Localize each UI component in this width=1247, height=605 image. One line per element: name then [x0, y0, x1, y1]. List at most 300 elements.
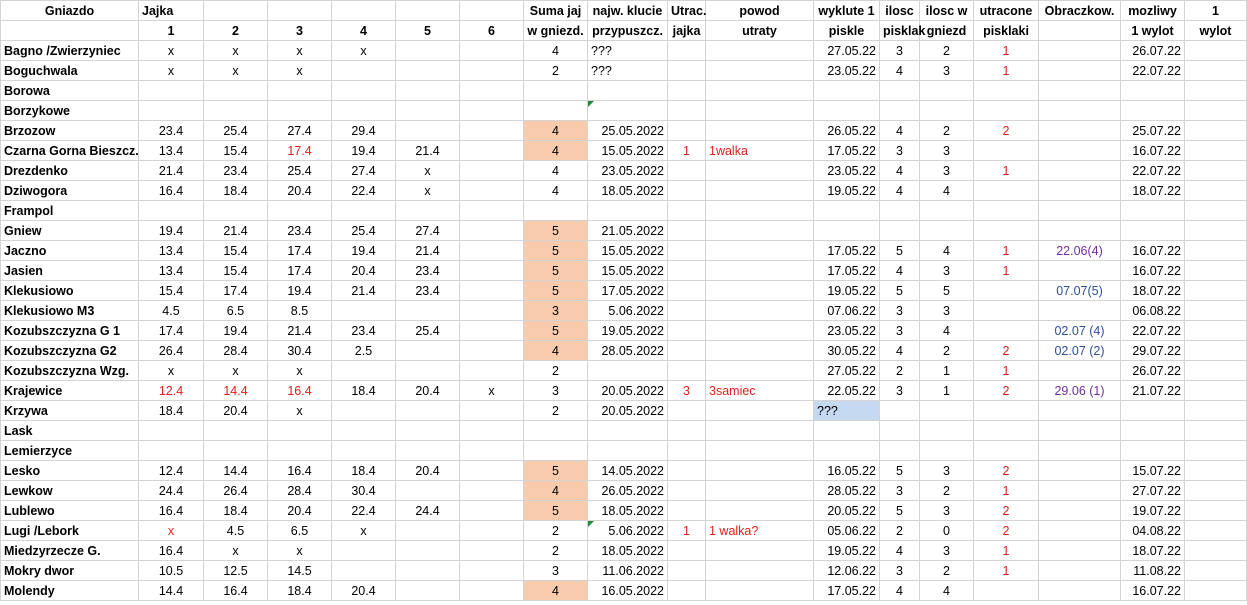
cell-ilosc-gniazd[interactable]: 3	[920, 161, 974, 181]
cell-utrac-jajka[interactable]	[668, 401, 706, 421]
cell-jajka-1[interactable]: 10.5	[139, 561, 204, 581]
cell-jajka-6[interactable]	[460, 541, 524, 561]
cell-ilosc-gniazd[interactable]: 5	[920, 281, 974, 301]
cell-powod-utraty[interactable]: 3samiec	[706, 381, 814, 401]
cell-jajka-5[interactable]	[396, 301, 460, 321]
cell-jajka-6[interactable]	[460, 221, 524, 241]
cell-mozliwy-wylot[interactable]: 16.07.22	[1121, 261, 1185, 281]
cell-jajka-5[interactable]: 21.4	[396, 241, 460, 261]
cell-utracone-pisklaki[interactable]: 2	[974, 521, 1039, 541]
cell-powod-utraty[interactable]	[706, 101, 814, 121]
cell-jajka-3[interactable]: 20.4	[268, 501, 332, 521]
cell-obraczkowanie[interactable]	[1039, 301, 1121, 321]
cell-ilosc-pisklak[interactable]	[880, 81, 920, 101]
column-header-jajka-4[interactable]	[332, 1, 396, 21]
cell-jajka-5[interactable]: 23.4	[396, 261, 460, 281]
cell-utracone-pisklaki[interactable]	[974, 321, 1039, 341]
column-header-jajka-3[interactable]: 3	[268, 21, 332, 41]
cell-obraczkowanie[interactable]	[1039, 541, 1121, 561]
cell-obraczkowanie[interactable]	[1039, 141, 1121, 161]
cell-jajka-3[interactable]: 19.4	[268, 281, 332, 301]
cell-suma-jaj[interactable]: 2	[524, 541, 588, 561]
cell-mozliwy-wylot[interactable]	[1121, 81, 1185, 101]
cell-ilosc-gniazd[interactable]: 3	[920, 261, 974, 281]
cell-jajka-1[interactable]: 13.4	[139, 141, 204, 161]
cell-wyklute[interactable]	[814, 201, 880, 221]
cell-ilosc-pisklak[interactable]: 4	[880, 121, 920, 141]
cell-ilosc-pisklak[interactable]: 5	[880, 241, 920, 261]
cell-utrac-jajka[interactable]	[668, 441, 706, 461]
column-header-jajka-4[interactable]: 4	[332, 21, 396, 41]
cell-jajka-5[interactable]	[396, 521, 460, 541]
cell-wyklute[interactable]: ???	[814, 401, 880, 421]
cell-jajka-2[interactable]: 6.5	[204, 301, 268, 321]
cell-powod-utraty[interactable]: 1walka	[706, 141, 814, 161]
nest-name-cell[interactable]: Molendy	[1, 581, 139, 601]
nest-name-cell[interactable]: Krzywa	[1, 401, 139, 421]
cell-wyklute[interactable]: 23.05.22	[814, 321, 880, 341]
cell-ilosc-gniazd[interactable]: 4	[920, 581, 974, 601]
cell-utrac-jajka[interactable]	[668, 581, 706, 601]
column-header-jajka-2[interactable]	[204, 1, 268, 21]
cell-suma-jaj[interactable]	[524, 441, 588, 461]
cell-utracone-pisklaki[interactable]	[974, 441, 1039, 461]
cell-ilosc-gniazd[interactable]	[920, 81, 974, 101]
cell-jajka-6[interactable]	[460, 441, 524, 461]
cell-klucie[interactable]: 15.05.2022	[588, 241, 668, 261]
column-header-ilosc-gniazd[interactable]: gniezd	[920, 21, 974, 41]
cell-utrac-jajka[interactable]	[668, 241, 706, 261]
cell-powod-utraty[interactable]	[706, 501, 814, 521]
cell-ilosc-pisklak[interactable]: 4	[880, 161, 920, 181]
cell-jajka-1[interactable]: x	[139, 361, 204, 381]
cell-jajka-2[interactable]: 4.5	[204, 521, 268, 541]
cell-mozliwy-wylot[interactable]: 22.07.22	[1121, 61, 1185, 81]
cell-suma-jaj[interactable]: 5	[524, 261, 588, 281]
cell-utrac-jajka[interactable]	[668, 221, 706, 241]
cell-ilosc-gniazd[interactable]	[920, 421, 974, 441]
column-header-klucie[interactable]: najw. klucie	[588, 1, 668, 21]
cell-ilosc-pisklak[interactable]	[880, 201, 920, 221]
cell-utracone-pisklaki[interactable]: 1	[974, 561, 1039, 581]
cell-powod-utraty[interactable]	[706, 261, 814, 281]
cell-klucie[interactable]	[588, 361, 668, 381]
column-header-klucie[interactable]: przypuszcz.	[588, 21, 668, 41]
cell-ilosc-gniazd[interactable]: 3	[920, 141, 974, 161]
nest-name-cell[interactable]: Borzykowe	[1, 101, 139, 121]
nest-name-cell[interactable]: Kozubszczyzna Wzg.	[1, 361, 139, 381]
cell-ilosc-pisklak[interactable]: 4	[880, 261, 920, 281]
column-header-utrac-jajka[interactable]: Utrac.	[668, 1, 706, 21]
cell-jajka-4[interactable]: 29.4	[332, 121, 396, 141]
cell-suma-jaj[interactable]: 5	[524, 281, 588, 301]
column-header-powod-utraty[interactable]: powod	[706, 1, 814, 21]
cell-jajka-6[interactable]	[460, 321, 524, 341]
cell-powod-utraty[interactable]	[706, 61, 814, 81]
cell-jajka-3[interactable]: 30.4	[268, 341, 332, 361]
cell-jajka-6[interactable]	[460, 201, 524, 221]
cell-wyklute[interactable]: 07.06.22	[814, 301, 880, 321]
cell-obraczkowanie[interactable]	[1039, 81, 1121, 101]
cell-jajka-6[interactable]	[460, 461, 524, 481]
cell-mozliwy-wylot[interactable]: 22.07.22	[1121, 321, 1185, 341]
cell-jajka-2[interactable]: 15.4	[204, 261, 268, 281]
column-header-jajka-2[interactable]: 2	[204, 21, 268, 41]
cell-wylot[interactable]	[1185, 301, 1247, 321]
cell-jajka-6[interactable]	[460, 161, 524, 181]
cell-suma-jaj[interactable]: 3	[524, 561, 588, 581]
cell-wylot[interactable]	[1185, 261, 1247, 281]
cell-utracone-pisklaki[interactable]: 1	[974, 261, 1039, 281]
nest-name-cell[interactable]: Miedzyrzecze G.	[1, 541, 139, 561]
cell-powod-utraty[interactable]	[706, 121, 814, 141]
cell-utracone-pisklaki[interactable]	[974, 281, 1039, 301]
cell-utrac-jajka[interactable]	[668, 361, 706, 381]
cell-powod-utraty[interactable]: 1 walka?	[706, 521, 814, 541]
cell-powod-utraty[interactable]	[706, 481, 814, 501]
nest-name-cell[interactable]: Kozubszczyzna G2	[1, 341, 139, 361]
cell-klucie[interactable]	[588, 421, 668, 441]
cell-jajka-6[interactable]	[460, 141, 524, 161]
cell-utrac-jajka[interactable]	[668, 261, 706, 281]
cell-utrac-jajka[interactable]	[668, 121, 706, 141]
cell-mozliwy-wylot[interactable]: 21.07.22	[1121, 381, 1185, 401]
cell-obraczkowanie[interactable]: 29.06 (1)	[1039, 381, 1121, 401]
cell-ilosc-gniazd[interactable]: 3	[920, 501, 974, 521]
cell-jajka-1[interactable]: 15.4	[139, 281, 204, 301]
cell-jajka-6[interactable]	[460, 281, 524, 301]
cell-jajka-1[interactable]	[139, 421, 204, 441]
cell-jajka-3[interactable]: x	[268, 401, 332, 421]
cell-utrac-jajka[interactable]	[668, 341, 706, 361]
cell-ilosc-pisklak[interactable]: 3	[880, 321, 920, 341]
cell-ilosc-gniazd[interactable]: 4	[920, 181, 974, 201]
cell-jajka-1[interactable]: 4.5	[139, 301, 204, 321]
cell-ilosc-pisklak[interactable]: 3	[880, 141, 920, 161]
cell-obraczkowanie[interactable]: 07.07(5)	[1039, 281, 1121, 301]
cell-wyklute[interactable]: 05.06.22	[814, 521, 880, 541]
cell-obraczkowanie[interactable]	[1039, 401, 1121, 421]
cell-wyklute[interactable]: 19.05.22	[814, 181, 880, 201]
cell-jajka-5[interactable]: 23.4	[396, 281, 460, 301]
cell-utrac-jajka[interactable]	[668, 81, 706, 101]
cell-jajka-6[interactable]	[460, 121, 524, 141]
cell-wylot[interactable]	[1185, 461, 1247, 481]
cell-jajka-6[interactable]	[460, 181, 524, 201]
column-header-mozliwy-wylot[interactable]: 1 wylot	[1121, 21, 1185, 41]
cell-klucie[interactable]: 5.06.2022	[588, 301, 668, 321]
cell-wyklute[interactable]: 17.05.22	[814, 261, 880, 281]
cell-jajka-5[interactable]: 27.4	[396, 221, 460, 241]
nest-name-cell[interactable]: Borowa	[1, 81, 139, 101]
cell-ilosc-gniazd[interactable]	[920, 201, 974, 221]
nest-name-cell[interactable]: Lemierzyce	[1, 441, 139, 461]
cell-klucie[interactable]: 16.05.2022	[588, 581, 668, 601]
cell-klucie[interactable]: 18.05.2022	[588, 501, 668, 521]
cell-klucie[interactable]: 11.06.2022	[588, 561, 668, 581]
cell-jajka-1[interactable]: 19.4	[139, 221, 204, 241]
cell-jajka-1[interactable]: 13.4	[139, 261, 204, 281]
cell-jajka-5[interactable]	[396, 441, 460, 461]
cell-ilosc-pisklak[interactable]: 5	[880, 461, 920, 481]
cell-jajka-5[interactable]	[396, 101, 460, 121]
cell-obraczkowanie[interactable]	[1039, 441, 1121, 461]
cell-ilosc-gniazd[interactable]: 0	[920, 521, 974, 541]
column-header-suma-jaj[interactable]: w gniezd.	[524, 21, 588, 41]
cell-jajka-2[interactable]: x	[204, 61, 268, 81]
cell-wyklute[interactable]: 28.05.22	[814, 481, 880, 501]
cell-utrac-jajka[interactable]	[668, 541, 706, 561]
cell-jajka-2[interactable]: 12.5	[204, 561, 268, 581]
cell-klucie[interactable]: 20.05.2022	[588, 381, 668, 401]
cell-wylot[interactable]	[1185, 321, 1247, 341]
cell-mozliwy-wylot[interactable]	[1121, 421, 1185, 441]
cell-jajka-3[interactable]: 17.4	[268, 241, 332, 261]
nest-name-cell[interactable]: Mokry dwor	[1, 561, 139, 581]
cell-utrac-jajka[interactable]: 1	[668, 141, 706, 161]
cell-utrac-jajka[interactable]	[668, 481, 706, 501]
cell-powod-utraty[interactable]	[706, 421, 814, 441]
cell-wylot[interactable]	[1185, 241, 1247, 261]
cell-utrac-jajka[interactable]	[668, 301, 706, 321]
cell-jajka-5[interactable]	[396, 401, 460, 421]
cell-suma-jaj[interactable]: 4	[524, 121, 588, 141]
cell-mozliwy-wylot[interactable]	[1121, 201, 1185, 221]
nest-name-cell[interactable]: Lugi /Lebork	[1, 521, 139, 541]
cell-jajka-5[interactable]: x	[396, 161, 460, 181]
cell-jajka-1[interactable]: 21.4	[139, 161, 204, 181]
cell-ilosc-gniazd[interactable]: 3	[920, 301, 974, 321]
cell-wylot[interactable]	[1185, 521, 1247, 541]
cell-jajka-6[interactable]: x	[460, 381, 524, 401]
cell-ilosc-pisklak[interactable]	[880, 221, 920, 241]
cell-ilosc-gniazd[interactable]: 3	[920, 541, 974, 561]
cell-klucie[interactable]: 18.05.2022	[588, 541, 668, 561]
cell-obraczkowanie[interactable]	[1039, 41, 1121, 61]
cell-ilosc-gniazd[interactable]: 1	[920, 381, 974, 401]
nest-name-cell[interactable]: Klekusiowo M3	[1, 301, 139, 321]
cell-wylot[interactable]	[1185, 361, 1247, 381]
cell-ilosc-gniazd[interactable]: 4	[920, 321, 974, 341]
nest-name-cell[interactable]: Lublewo	[1, 501, 139, 521]
cell-suma-jaj[interactable]: 5	[524, 461, 588, 481]
cell-ilosc-pisklak[interactable]: 3	[880, 381, 920, 401]
cell-utrac-jajka[interactable]	[668, 161, 706, 181]
cell-utracone-pisklaki[interactable]	[974, 81, 1039, 101]
cell-klucie[interactable]: 23.05.2022	[588, 161, 668, 181]
cell-jajka-4[interactable]	[332, 541, 396, 561]
cell-mozliwy-wylot[interactable]: 27.07.22	[1121, 481, 1185, 501]
nest-name-cell[interactable]: Lewkow	[1, 481, 139, 501]
cell-klucie[interactable]: ???	[588, 41, 668, 61]
cell-suma-jaj[interactable]: 4	[524, 181, 588, 201]
cell-obraczkowanie[interactable]	[1039, 181, 1121, 201]
cell-jajka-1[interactable]: 16.4	[139, 181, 204, 201]
cell-jajka-1[interactable]: 24.4	[139, 481, 204, 501]
cell-obraczkowanie[interactable]: 02.07 (4)	[1039, 321, 1121, 341]
cell-jajka-6[interactable]	[460, 561, 524, 581]
cell-wyklute[interactable]: 27.05.22	[814, 41, 880, 61]
column-header-jajka-6[interactable]	[460, 1, 524, 21]
cell-jajka-4[interactable]: 22.4	[332, 181, 396, 201]
cell-jajka-5[interactable]	[396, 361, 460, 381]
cell-powod-utraty[interactable]	[706, 561, 814, 581]
column-header-utracone-pisklaki[interactable]: pisklaki	[974, 21, 1039, 41]
cell-jajka-3[interactable]: 18.4	[268, 581, 332, 601]
cell-jajka-4[interactable]	[332, 101, 396, 121]
cell-jajka-3[interactable]: 14.5	[268, 561, 332, 581]
cell-jajka-1[interactable]: 26.4	[139, 341, 204, 361]
cell-jajka-2[interactable]: 14.4	[204, 381, 268, 401]
cell-wyklute[interactable]: 22.05.22	[814, 381, 880, 401]
cell-wyklute[interactable]	[814, 221, 880, 241]
cell-ilosc-gniazd[interactable]: 2	[920, 121, 974, 141]
cell-jajka-4[interactable]: 20.4	[332, 261, 396, 281]
cell-jajka-4[interactable]: 25.4	[332, 221, 396, 241]
cell-mozliwy-wylot[interactable]	[1121, 441, 1185, 461]
cell-jajka-3[interactable]	[268, 441, 332, 461]
cell-wyklute[interactable]: 23.05.22	[814, 161, 880, 181]
cell-jajka-1[interactable]	[139, 101, 204, 121]
column-header-ilosc-gniazd[interactable]: ilosc w	[920, 1, 974, 21]
cell-jajka-3[interactable]: 16.4	[268, 381, 332, 401]
cell-jajka-4[interactable]: 23.4	[332, 321, 396, 341]
cell-utracone-pisklaki[interactable]: 2	[974, 121, 1039, 141]
cell-utracone-pisklaki[interactable]: 1	[974, 361, 1039, 381]
column-header-wylot[interactable]: 1	[1185, 1, 1247, 21]
cell-utracone-pisklaki[interactable]: 2	[974, 381, 1039, 401]
cell-wyklute[interactable]: 19.05.22	[814, 541, 880, 561]
cell-wylot[interactable]	[1185, 61, 1247, 81]
cell-obraczkowanie[interactable]	[1039, 61, 1121, 81]
cell-jajka-1[interactable]	[139, 441, 204, 461]
cell-powod-utraty[interactable]	[706, 41, 814, 61]
cell-jajka-2[interactable]: 16.4	[204, 581, 268, 601]
cell-jajka-4[interactable]: 20.4	[332, 581, 396, 601]
cell-ilosc-gniazd[interactable]: 2	[920, 481, 974, 501]
column-header-ilosc-pisklak[interactable]: pisklak	[880, 21, 920, 41]
cell-obraczkowanie[interactable]	[1039, 221, 1121, 241]
cell-jajka-2[interactable]: 26.4	[204, 481, 268, 501]
cell-wylot[interactable]	[1185, 381, 1247, 401]
cell-powod-utraty[interactable]	[706, 441, 814, 461]
cell-jajka-1[interactable]	[139, 81, 204, 101]
cell-jajka-4[interactable]	[332, 201, 396, 221]
cell-jajka-3[interactable]: 21.4	[268, 321, 332, 341]
cell-jajka-1[interactable]: 18.4	[139, 401, 204, 421]
cell-suma-jaj[interactable]: 2	[524, 521, 588, 541]
cell-wyklute[interactable]: 19.05.22	[814, 281, 880, 301]
cell-klucie[interactable]: ???	[588, 61, 668, 81]
column-header-utracone-pisklaki[interactable]: utracone	[974, 1, 1039, 21]
cell-wyklute[interactable]: 17.05.22	[814, 581, 880, 601]
cell-obraczkowanie[interactable]	[1039, 121, 1121, 141]
cell-jajka-4[interactable]: 27.4	[332, 161, 396, 181]
cell-ilosc-pisklak[interactable]: 4	[880, 541, 920, 561]
cell-suma-jaj[interactable]: 4	[524, 581, 588, 601]
cell-jajka-3[interactable]	[268, 101, 332, 121]
cell-jajka-5[interactable]: 25.4	[396, 321, 460, 341]
cell-jajka-2[interactable]: 20.4	[204, 401, 268, 421]
nest-name-cell[interactable]: Drezdenko	[1, 161, 139, 181]
cell-mozliwy-wylot[interactable]: 16.07.22	[1121, 581, 1185, 601]
cell-ilosc-gniazd[interactable]: 2	[920, 561, 974, 581]
cell-mozliwy-wylot[interactable]: 18.07.22	[1121, 541, 1185, 561]
cell-wylot[interactable]	[1185, 101, 1247, 121]
cell-obraczkowanie[interactable]	[1039, 561, 1121, 581]
cell-ilosc-pisklak[interactable]: 3	[880, 561, 920, 581]
column-header-ilosc-pisklak[interactable]: ilosc	[880, 1, 920, 21]
cell-mozliwy-wylot[interactable]: 19.07.22	[1121, 501, 1185, 521]
cell-obraczkowanie[interactable]	[1039, 361, 1121, 381]
cell-ilosc-gniazd[interactable]: 1	[920, 361, 974, 381]
cell-jajka-5[interactable]: 20.4	[396, 461, 460, 481]
cell-powod-utraty[interactable]	[706, 461, 814, 481]
column-header-mozliwy-wylot[interactable]: mozliwy	[1121, 1, 1185, 21]
cell-jajka-4[interactable]: 2.5	[332, 341, 396, 361]
cell-jajka-4[interactable]	[332, 421, 396, 441]
cell-wylot[interactable]	[1185, 181, 1247, 201]
column-header-jajka-5[interactable]: 5	[396, 21, 460, 41]
cell-jajka-3[interactable]: 17.4	[268, 141, 332, 161]
cell-jajka-1[interactable]: 13.4	[139, 241, 204, 261]
cell-klucie[interactable]: 15.05.2022	[588, 141, 668, 161]
cell-suma-jaj[interactable]: 5	[524, 321, 588, 341]
cell-suma-jaj[interactable]: 3	[524, 381, 588, 401]
cell-suma-jaj[interactable]: 2	[524, 361, 588, 381]
cell-utrac-jajka[interactable]: 1	[668, 521, 706, 541]
cell-jajka-4[interactable]	[332, 561, 396, 581]
cell-jajka-6[interactable]	[460, 241, 524, 261]
cell-powod-utraty[interactable]	[706, 341, 814, 361]
cell-utracone-pisklaki[interactable]	[974, 141, 1039, 161]
cell-jajka-6[interactable]	[460, 301, 524, 321]
cell-jajka-2[interactable]	[204, 81, 268, 101]
cell-mozliwy-wylot[interactable]: 16.07.22	[1121, 241, 1185, 261]
cell-jajka-5[interactable]	[396, 481, 460, 501]
cell-jajka-1[interactable]: 16.4	[139, 541, 204, 561]
cell-jajka-4[interactable]: 18.4	[332, 381, 396, 401]
cell-klucie[interactable]	[588, 441, 668, 461]
cell-ilosc-gniazd[interactable]: 2	[920, 41, 974, 61]
cell-ilosc-pisklak[interactable]: 2	[880, 361, 920, 381]
cell-obraczkowanie[interactable]	[1039, 481, 1121, 501]
cell-wyklute[interactable]	[814, 441, 880, 461]
cell-jajka-6[interactable]	[460, 61, 524, 81]
cell-klucie[interactable]: 5.06.2022	[588, 521, 668, 541]
cell-utracone-pisklaki[interactable]: 1	[974, 541, 1039, 561]
cell-klucie[interactable]	[588, 81, 668, 101]
cell-jajka-3[interactable]: 27.4	[268, 121, 332, 141]
cell-jajka-4[interactable]: 19.4	[332, 141, 396, 161]
cell-utrac-jajka[interactable]	[668, 281, 706, 301]
cell-jajka-4[interactable]: 22.4	[332, 501, 396, 521]
cell-suma-jaj[interactable]: 4	[524, 41, 588, 61]
column-header-obraczkowanie[interactable]	[1039, 21, 1121, 41]
cell-jajka-3[interactable]: x	[268, 361, 332, 381]
cell-mozliwy-wylot[interactable]: 29.07.22	[1121, 341, 1185, 361]
column-header-wyklute[interactable]: piskle	[814, 21, 880, 41]
cell-powod-utraty[interactable]	[706, 181, 814, 201]
cell-klucie[interactable]: 17.05.2022	[588, 281, 668, 301]
cell-jajka-5[interactable]	[396, 61, 460, 81]
cell-wyklute[interactable]: 23.05.22	[814, 61, 880, 81]
cell-mozliwy-wylot[interactable]	[1121, 401, 1185, 421]
cell-utrac-jajka[interactable]	[668, 181, 706, 201]
cell-jajka-2[interactable]: 14.4	[204, 461, 268, 481]
cell-jajka-4[interactable]: x	[332, 41, 396, 61]
cell-jajka-5[interactable]: 21.4	[396, 141, 460, 161]
